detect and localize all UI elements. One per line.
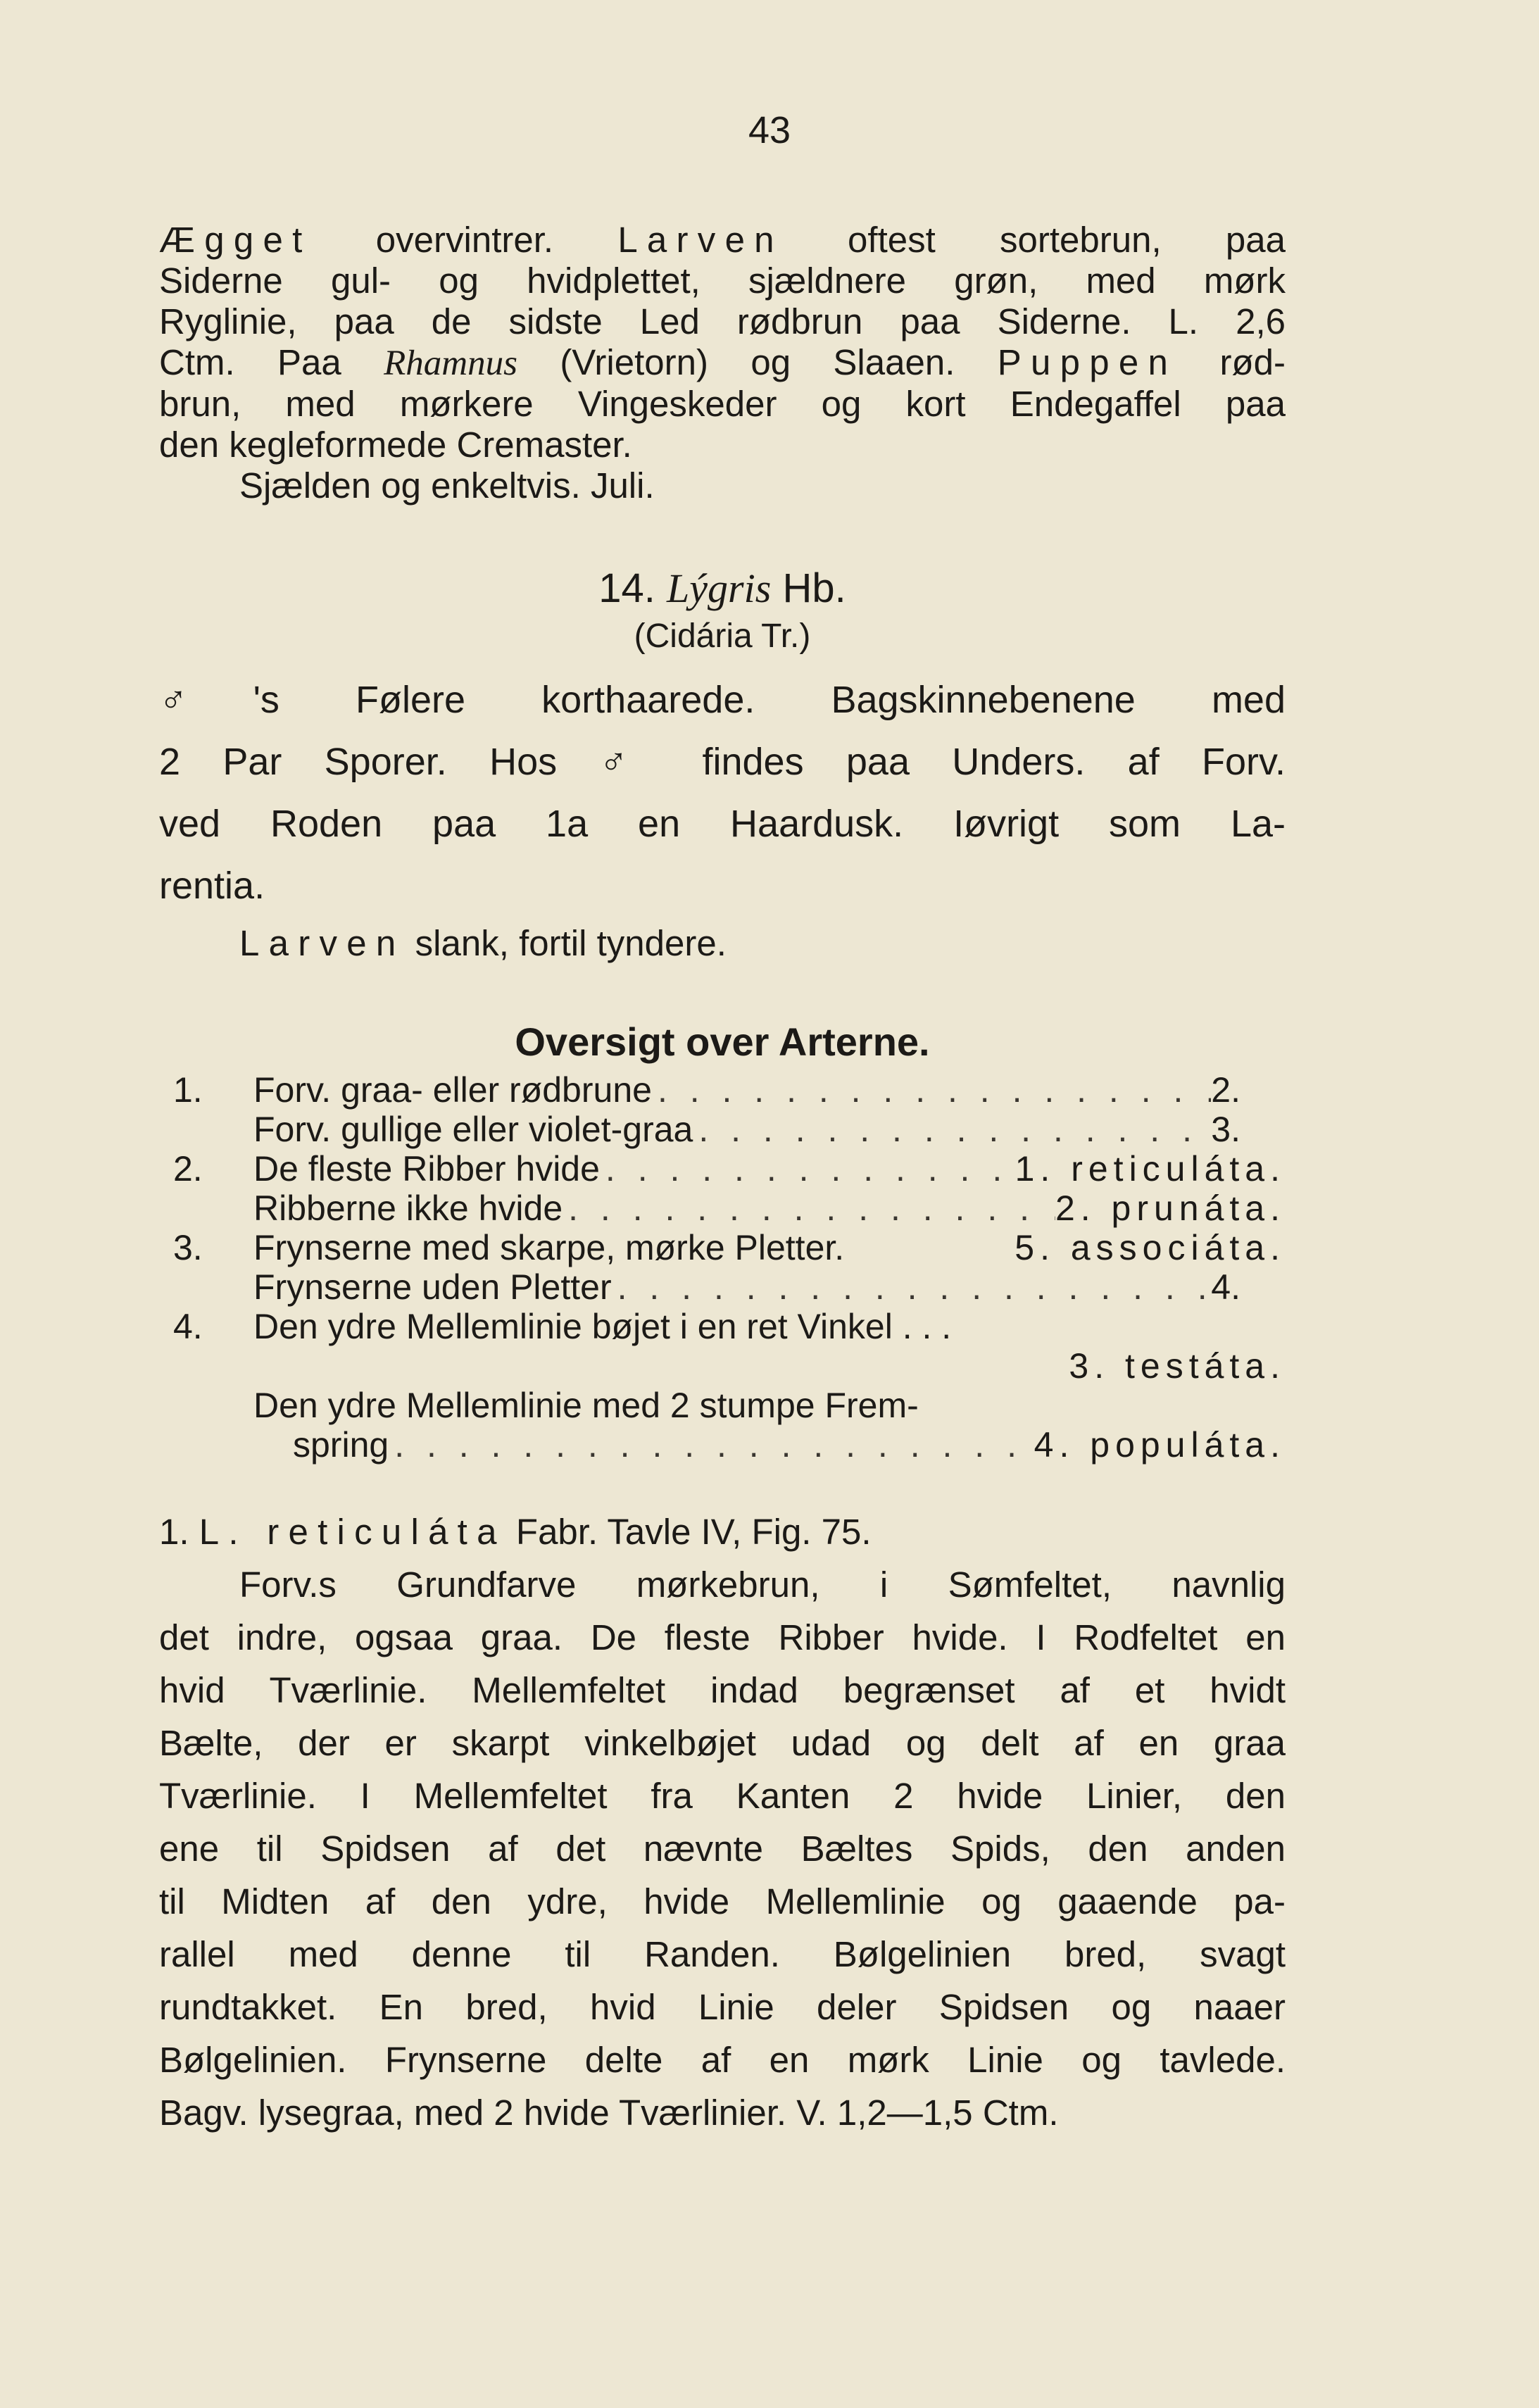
key-row-result: 5. associáta. xyxy=(1015,1228,1286,1267)
species-line: Bølgelinien. Frynserne delte af en mørk Linie og tavlede. xyxy=(159,2040,1286,2080)
intro-line-6: den kegleformede Cremaster. xyxy=(159,425,632,465)
page-number: 43 xyxy=(748,109,791,151)
key-row-result: 3. xyxy=(1211,1110,1240,1149)
key-row-text: spring xyxy=(293,1425,389,1465)
genus-synonym: (Cidária Tr.) xyxy=(634,617,811,655)
key-row-text: Frynserne med skarpe, mørke Pletter. xyxy=(253,1228,845,1267)
key-row xyxy=(173,1149,1286,1189)
key-row-leader xyxy=(919,1386,1286,1425)
key-row-text: Forv. graa- eller rødbrune xyxy=(253,1070,652,1110)
key-row xyxy=(173,1425,1286,1465)
species-line: ene til Spidsen af det nævnte Bæltes Spids, den anden xyxy=(159,1829,1286,1869)
intro-paragraph xyxy=(159,220,1286,506)
species-line: rallel med denne til Randen. Bølgelinien bred, svagt xyxy=(159,1934,1286,1974)
key-row-text: Forv. gullige eller violet-graa xyxy=(253,1110,693,1149)
species-line: hvid Tværlinie. Mellemfeltet indad begrænset af et hvidt xyxy=(159,1670,1286,1710)
key-row-number: 1. xyxy=(173,1070,203,1110)
key-row-number: 2. xyxy=(173,1149,203,1189)
genus-line-2: 2 Par Sporer. Hos ♂ findes paa Unders. af Forv. xyxy=(159,741,1286,783)
species-line: rundtakket. En bred, hvid Linie deler Spidsen og naaer xyxy=(159,1987,1286,2027)
intro-line-5: brun, med mørkere Vingeskeder og kort Endegaffel paa xyxy=(159,384,1286,424)
key-row-result: 1. reticuláta. xyxy=(1015,1149,1286,1189)
key-row-number: 3. xyxy=(173,1228,203,1267)
key-row-result: 2. xyxy=(1211,1070,1240,1110)
key-row-leader xyxy=(563,1189,1055,1228)
key-row-leader xyxy=(612,1267,1212,1307)
key-row-result: 4. populáta. xyxy=(1034,1425,1286,1465)
key-row-leader xyxy=(652,1070,1211,1110)
intro-line-3: Ryglinie, paa de sidste Led rødbrun paa Siderne. L. 2,6 xyxy=(159,301,1286,341)
key-row-leader xyxy=(844,1228,1015,1267)
key-row-text: Ribberne ikke hvide xyxy=(253,1189,563,1228)
key-rows xyxy=(173,1070,1286,1465)
genus-line-3: ved Roden paa 1a en Haardusk. Iøvrigt som La- xyxy=(159,803,1286,845)
key-title: Oversigt over Arterne. xyxy=(515,1020,930,1064)
intro-line-4: Ctm. Paa Rhamnus (Vrietorn) og Slaaen. Puppen rød- xyxy=(159,342,1286,383)
species-line: Bagv. lysegraa, med 2 hvide Tværlinier. V. 1,2—1,5 Ctm. xyxy=(159,2093,1059,2133)
species-line: det indre, ogsaa graa. De fleste Ribber hvide. I Rodfeltet en xyxy=(159,1617,1286,1657)
key-row-text: Den ydre Mellemlinie med 2 stumpe Frem- xyxy=(253,1386,919,1425)
key-row-result: 2. prunáta. xyxy=(1055,1189,1286,1228)
key-row-result: 3. testáta. xyxy=(1069,1346,1286,1386)
key-row-leader xyxy=(951,1307,1286,1346)
key-row xyxy=(173,1386,1286,1425)
key-row xyxy=(173,1070,1286,1110)
genus-line-1: ♂'s Følere korthaarede. Bagskinnebenene med xyxy=(159,679,1286,721)
key-row xyxy=(173,1267,1286,1307)
genus-larva-line: Larven slank, fortil tyndere. xyxy=(239,923,727,963)
intro-line-2: Siderne gul- og hvidplettet, sjældnere grøn, med mørk xyxy=(159,261,1286,301)
species-line: Forv.s Grundfarve mørkebrun, i Sømfeltet, navnlig xyxy=(239,1564,1286,1605)
key-row-leader xyxy=(600,1149,1015,1189)
species-line: Tværlinie. I Mellemfeltet fra Kanten 2 hvide Linier, den xyxy=(159,1776,1286,1816)
species-line: Bælte, der er skarpt vinkelbøjet udad og delt af en graa xyxy=(159,1723,1286,1763)
key-row-text: Den ydre Mellemlinie bøjet i en ret Vinkel . . . xyxy=(253,1307,952,1346)
species-key xyxy=(173,1014,1286,1465)
genus-section xyxy=(159,563,1286,970)
key-row-leader xyxy=(389,1425,1034,1465)
key-row-text: De fleste Ribber hvide xyxy=(253,1149,600,1189)
key-row-result: 4. xyxy=(1211,1267,1240,1307)
key-row xyxy=(173,1228,1286,1267)
species-line: til Midten af den ydre, hvide Mellemlinie og gaaende pa- xyxy=(159,1881,1286,1921)
key-row-text: Frynserne uden Pletter xyxy=(253,1267,612,1307)
intro-line-7: Sjælden og enkeltvis. Juli. xyxy=(239,465,655,506)
key-row-leader xyxy=(253,1346,1069,1386)
genus-line-4: rentia. xyxy=(159,865,265,907)
key-row-number: 4. xyxy=(173,1307,203,1346)
genus-title: 14. Lýgris Hb. xyxy=(598,565,846,611)
key-row xyxy=(173,1189,1286,1228)
key-row xyxy=(173,1110,1286,1149)
key-row xyxy=(173,1307,1286,1346)
key-row-leader xyxy=(693,1110,1211,1149)
species-description xyxy=(159,1558,1286,2139)
key-row xyxy=(173,1346,1286,1386)
species-heading: 1. L. reticuláta Fabr. Tavle IV, Fig. 75. xyxy=(159,1512,872,1552)
intro-line-1: Ægget overvintrer. Larven oftest sortebrun, paa xyxy=(159,220,1286,260)
species-section xyxy=(159,1505,1286,2139)
